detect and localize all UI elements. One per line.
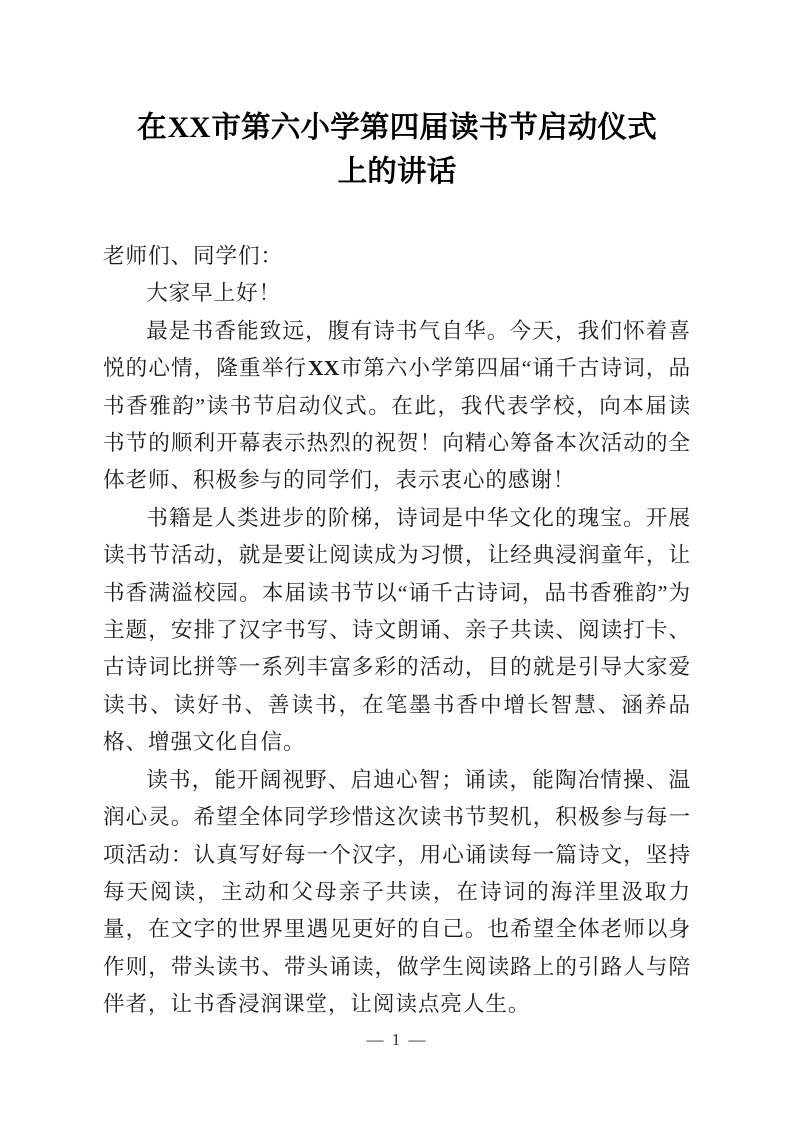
paragraph-opening (103, 313, 691, 500)
title-latin-placeholder: XX (167, 112, 211, 144)
paragraph-greeting: 大家早上好！ (146, 281, 282, 306)
page-number: — 1 — (366, 1030, 428, 1049)
paragraph-opening-latin-placeholder: XX (308, 356, 340, 381)
paragraph-books-theme: 书籍是人类进步的阶梯，诗词是中华文化的瑰宝。开展读书节活动，就是要让阅读成为习惯，让经典浸润童年，让书香满溢校园。本届读书节以“诵千古诗词，品书香雅韵”为主题，安排了汉字书写、诗文朗诵、亲子共读、阅读打卡、古诗词比拼等一系列丰富多彩的活动，目的就是引导大家爱读书、读好书、善读书，在笔墨书香中增长智慧、涵养品格、增强文化自信。 (103, 505, 691, 755)
paragraph-opening-part-1: 最是书香能致远，腹有诗书气自华。今天，我们怀着喜悦的心情，隆重举行 (103, 318, 691, 381)
document-body (103, 238, 691, 1024)
page-content (103, 0, 691, 1024)
paragraph-expectations: 读书，能开阔视野、启迪心智；诵读，能陶冶情操、温润心灵。希望全体同学珍惜这次读书节契机，积极参与每一项活动：认真写好每一个汉字，用心诵读每一篇诗文，坚持每天阅读，主动和父母亲子共读，在诗词的海洋里汲取力量，在文字的世界里遇见更好的自己。也希望全体老师以身作则，带头读书、带头诵读，做学生阅读路上的引路人与陪伴者，让书香浸润课堂，让阅读点亮人生。 (103, 767, 691, 1017)
page-title (103, 0, 691, 193)
title-line-2: 上的讲话 (337, 154, 457, 188)
paragraph-opening-part-2: 市第六小学第四届“诵千古诗词，品书香雅韵”读书节启动仪式。在此，我代表学校，向本届读书节的顺利开幕表示热烈的祝贺！向精心筹备本次活动的全体老师、积极参与的同学们，表示衷心的感谢！ (103, 356, 691, 493)
salutation: 老师们、同学们： (103, 244, 283, 268)
title-prefix: 在 (137, 110, 167, 144)
title-suffix: 市第六小学第四届读书节启动仪式 (211, 110, 657, 144)
page-footer (103, 1030, 691, 1050)
